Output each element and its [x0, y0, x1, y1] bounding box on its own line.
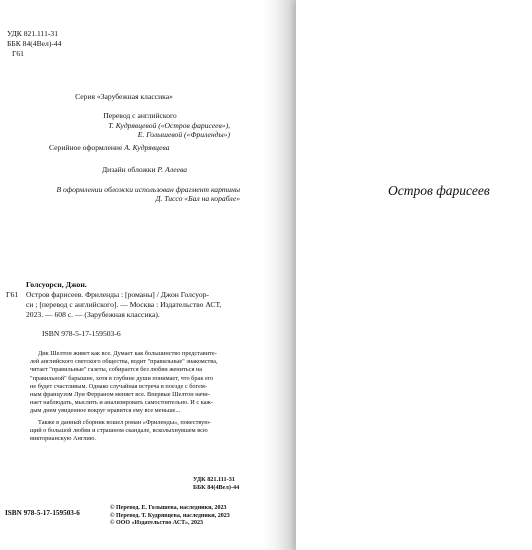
- catalog-desc-line: 2023. — 608 с. — (Зарубежная классика).: [26, 310, 160, 319]
- annotation-line: читает "правильные" газеты, собирается без любви жениться на: [30, 366, 203, 374]
- left-page: [0, 0, 262, 550]
- bbk-code: ББК 84(4Вел)-44: [7, 39, 62, 48]
- cover-design-name: Р. Алеева: [157, 165, 188, 174]
- series-design-name: А. Кудрявцева: [124, 143, 170, 152]
- bottom-isbn: ISBN 978-5-17-159503-6: [5, 509, 80, 517]
- annotation-line: щий о большой любви и страшном скандале, всколыхнувшем всю: [30, 426, 208, 434]
- right-page: [296, 0, 532, 550]
- annotation-line: "правильной" барышне, хотя в глубине души понимает, что брак его: [30, 374, 214, 382]
- annotation-line: лей английского светского общества, водит "правильные" знакомства,: [30, 358, 218, 366]
- classification-codes: [7, 29, 61, 59]
- annotation-line: дым днем увиденное вокруг нравится ему все меньше...: [30, 407, 181, 415]
- bottom-bbk: ББК 84(4Вел)-44: [193, 483, 240, 491]
- copyright-line: © Перевод. Т. Кудрявцева, наследники, 2023: [110, 512, 230, 519]
- catalog-description: [26, 290, 258, 320]
- annotation: [30, 350, 258, 443]
- cover-fragment-line-2: Д. Тиссо «Бал на корабле»: [155, 194, 240, 203]
- series-design-credit: [49, 143, 170, 152]
- cover-design-label: Дизайн обложки: [102, 165, 156, 174]
- half-title: Остров фарисеев: [388, 183, 490, 198]
- catalog-author: Голсуорси, Джон.: [26, 280, 87, 289]
- translation-header: Перевод с английского: [103, 111, 177, 120]
- series-design-label: Серийное оформление: [49, 143, 123, 152]
- translator-1: Т. Кудрявцевой («Остров фарисеев»),: [108, 120, 230, 130]
- catalog-desc-line: Остров фарисеев. Фриленды : [романы] / Джон Голсуор-: [26, 290, 209, 299]
- book-spine-gutter: [262, 0, 296, 550]
- annotation-line: нает наблюдать, мыслить и анализировать самостоятельно. И с каж-: [30, 399, 213, 407]
- catalog-code: Г61: [6, 290, 19, 299]
- copyright-line: © ООО «Издательство АСТ», 2023: [110, 520, 204, 527]
- annotation-line: ным французом Луи Ферраном меняет все. Впервые Шелтон начи-: [30, 391, 210, 399]
- cover-fragment-credit: [18, 185, 240, 203]
- catalog-desc-line: си ; [перевод с английского]. — Москва : Издательство АСТ,: [26, 300, 222, 309]
- cover-design-credit: [102, 165, 187, 174]
- bottom-classification-codes: [193, 476, 259, 491]
- annotation-line: викторианскую Англию.: [30, 435, 96, 443]
- annotation-paragraph-2: [30, 419, 258, 444]
- annotation-line: не будет счастливым. Однако случайная встреча в поезде с богем-: [30, 382, 207, 390]
- bottom-udk: УДК 821.111-31: [193, 476, 235, 483]
- catalog-isbn: ISBN 978-5-17-159503-6: [42, 329, 121, 338]
- cover-fragment-line-1: В оформлении обложки использован фрагмент картины: [56, 185, 240, 194]
- translator-2: Е. Голышевой («Фриленды»): [137, 130, 230, 140]
- annotation-paragraph-1: [30, 350, 258, 416]
- udk-code: УДК 821.111-31: [7, 29, 58, 38]
- copyright-block: [110, 505, 230, 528]
- copyright-line: © Перевод. Е. Голышева, наследники, 2023: [110, 505, 227, 511]
- annotation-line: Также в данный сборник вошел роман «Фриленды», повествую-: [38, 418, 212, 426]
- series-line: [20, 92, 228, 102]
- author-sign: Г61: [12, 49, 24, 58]
- series-name: Серия «Зарубежная классика»: [75, 92, 173, 101]
- annotation-line: Дик Шелтон живет как все. Думает как большинство представите-: [38, 350, 217, 357]
- translation-credits: [10, 111, 230, 140]
